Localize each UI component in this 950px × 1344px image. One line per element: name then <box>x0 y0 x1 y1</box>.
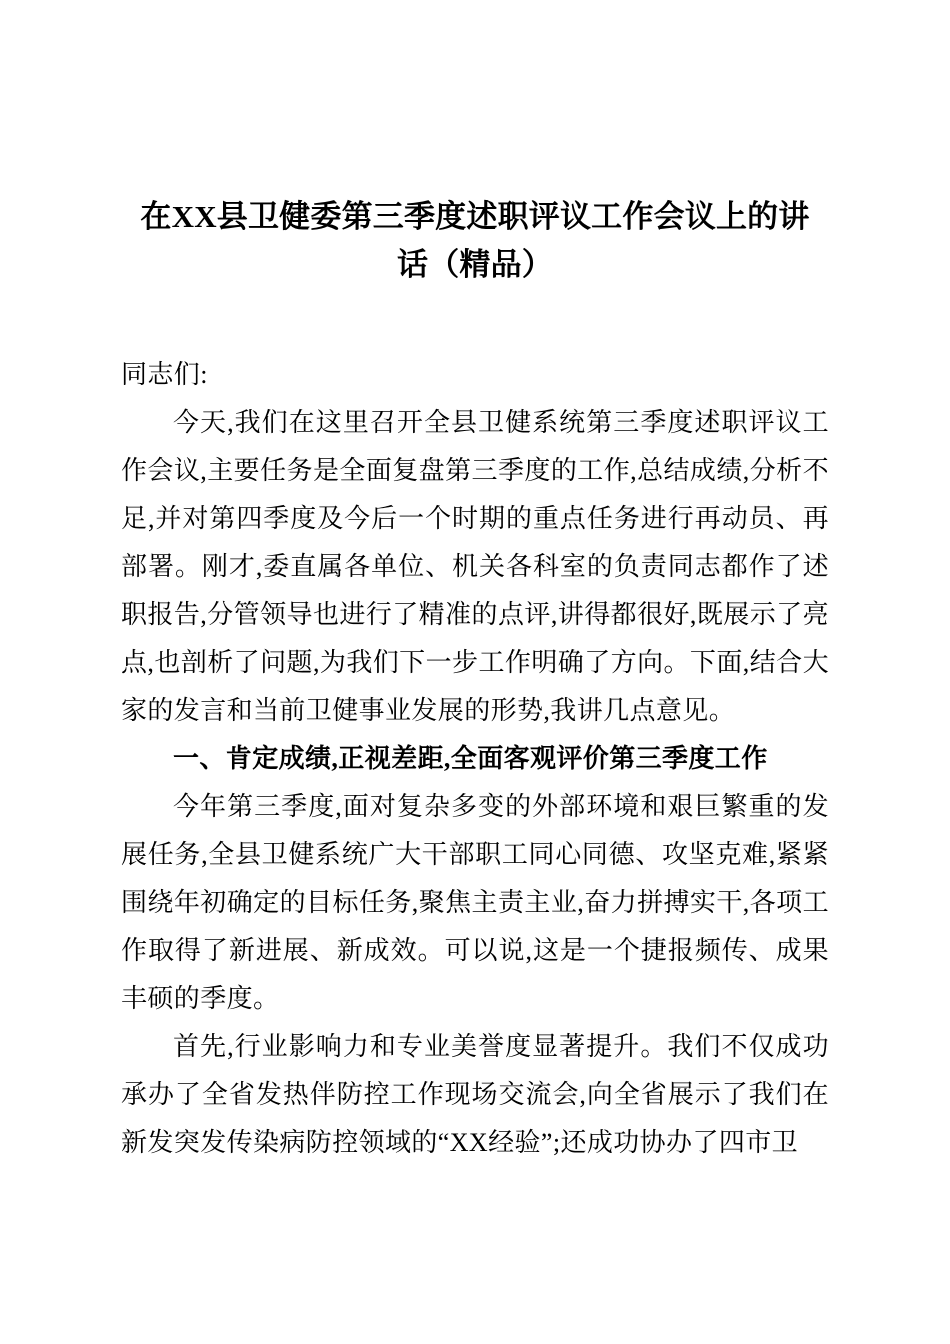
section-heading-1: 一、肯定成绩,正视差距,全面客观评价第三季度工作 <box>173 744 768 773</box>
salutation: 同志们: <box>121 360 208 389</box>
paragraph-q3-review: 今年第三季度,面对复杂多变的外部环境和艰巨繁重的发展任务,全县卫健系统广大干部职工同心同德、攻坚克难,紧紧围绕年初确定的目标任务,聚焦主责主业,奋力拼搏实干,各项工作取得了新进展、新成效。可以说,这是一个捷报频传、成果丰硕的季度。 <box>121 792 829 1013</box>
paragraph-intro: 今天,我们在这里召开全县卫健系统第三季度述职评议工作会议,主要任务是全面复盘第三季度的工作,总结成绩,分析不足,并对第四季度及今后一个时期的重点任务进行再动员、再部署。刚才,委直属各单位、机关各科室的负责同志都作了述职报告,分管领导也进行了精准的点评,讲得都很好,既展示了亮点,也剖析了问题,为我们下一步工作明确了方向。下面,结合大家的发言和当前卫健事业发展的形势,我讲几点意见。 <box>121 408 829 725</box>
paragraph-influence: 首先,行业影响力和专业美誉度显著提升。我们不仅成功承办了全省发热伴防控工作现场交流会,向全省展示了我们在新发突发传染病防控领域的“XX经验”;还成功协办了四市卫 <box>121 1032 829 1157</box>
document-content <box>121 193 829 1167</box>
document-title: 在XX县卫健委第三季度述职评议工作会议上的讲话（精品） <box>140 199 810 282</box>
